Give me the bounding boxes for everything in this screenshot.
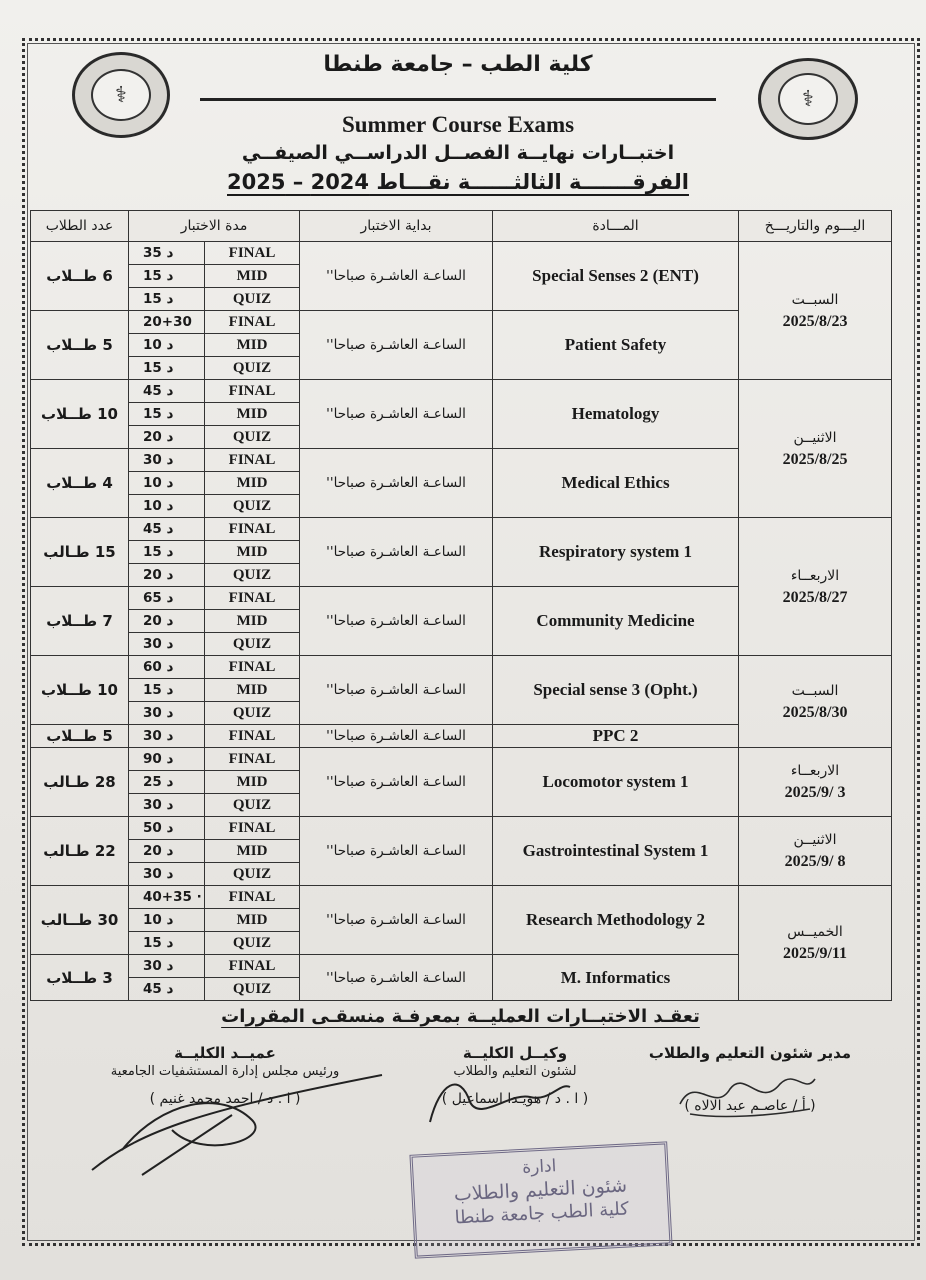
exam-type: QUIZ [205,794,300,817]
header-start: بداية الاختبار [300,211,493,242]
office-stamp: ادارة شئون التعليم والطلاب كلية الطب جامعة طنطا [409,1141,672,1258]
exam-duration: 30 د [129,725,205,748]
day-name: الاربعــاء [790,567,840,584]
students-count: 3 طــلاب [31,955,129,1001]
header-students: عدد الطلاب [31,211,129,242]
students-count: 5 طــلاب [31,725,129,748]
exam-duration: 25 د [129,771,205,794]
exam-day-date [739,242,892,380]
exam-duration: 20 د [129,564,205,587]
exam-start-time: الساعـة العاشـرة صباحا'' [300,242,493,311]
faculty-of-medicine-seal-icon: ⚕ [802,86,814,112]
vice-dean-role: وكيــل الكليــة [462,1044,568,1062]
day-name: الخميــس [787,924,843,940]
exam-start-time: الساعـة العاشـرة صباحا'' [300,380,493,449]
exam-date: 2025/9/11 [783,945,848,962]
exam-type: MID [205,334,300,357]
table-row [31,518,892,541]
table-row [31,380,892,403]
students-count: 5 طــلاب [31,311,129,380]
subject-name: Research Methodology 2 [493,886,739,955]
exam-duration: 15 د [129,357,205,380]
table-row [31,886,892,909]
subject-name: Medical Ethics [493,449,739,518]
subject-name: PPC 2 [493,725,739,748]
exam-duration: 15 د [129,932,205,955]
table-row [31,242,892,265]
document-title-en: Summer Course Exams [341,112,575,137]
manager-name: ( أ / عاصـم عبد الالاه ) [684,1098,816,1114]
exam-type: FINAL [205,725,300,748]
exam-type: QUIZ [205,426,300,449]
subject-name: Special Senses 2 (ENT) [493,242,739,311]
faculty-title: كلية الطب – جامعة طنطا [323,52,593,77]
exam-day-date [739,817,892,886]
table-header-row [31,211,892,242]
exam-start-time: الساعـة العاشـرة صباحا'' [300,817,493,886]
exam-day-date [739,748,892,817]
exam-duration: 20 د [129,840,205,863]
exam-start-time: الساعـة العاشـرة صباحا'' [300,587,493,656]
exam-day-date [739,518,892,656]
subject-name: M. Informatics [493,955,739,1001]
exam-type: QUIZ [205,288,300,311]
exam-duration: 40+35 · [129,886,205,909]
day-name: الاربعــاء [790,763,840,779]
day-name: الاثنيــن [793,832,837,848]
exam-type: FINAL [205,886,300,909]
day-name: السبــت [791,682,839,699]
dean-name: ( ا . د / احمد محمد غنيم ) [149,1091,301,1107]
students-count: 10 طــلاب [31,380,129,449]
subject-name: Community Medicine [493,587,739,656]
exam-duration: 30 د [129,955,205,978]
exam-type: FINAL [205,449,300,472]
students-count: 7 طــلاب [31,587,129,656]
subject-name: Special sense 3 (Opht.) [493,656,739,725]
exam-duration: 65 د [129,587,205,610]
exam-start-time: الساعـة العاشـرة صباحا'' [300,748,493,817]
vice-dean-signature-scribble [420,1062,580,1132]
exam-type: MID [205,679,300,702]
subject-name: Hematology [493,380,739,449]
table-row [31,817,892,840]
exam-start-time: الساعـة العاشـرة صباحا'' [300,656,493,725]
exam-date: 2025/8/30 [782,703,848,721]
dean-sub: ورئيس مجلس إدارة المستشفيات الجامعية [110,1064,340,1079]
day-name: السبــت [791,291,839,308]
exam-duration: 35 د [129,242,205,265]
exam-start-time: الساعـة العاشـرة صباحا'' [300,449,493,518]
vice-dean-name: ( ا . د / هويـدا اسماعيل ) [441,1091,589,1107]
exam-start-time: الساعـة العاشـرة صباحا'' [300,886,493,955]
exam-duration: 30 د [129,794,205,817]
exam-duration: 45 د [129,380,205,403]
exam-type: MID [205,265,300,288]
students-count: 6 طــلاب [31,242,129,311]
exam-duration: 30 د [129,863,205,886]
level-title: الفرقـــــــة الثالثــــــة نقـــاط 2024 – 2025 [227,170,689,194]
subject-name: Patient Safety [493,311,739,380]
exam-duration: 60 د [129,656,205,679]
students-count: 30 طــالب [31,886,129,955]
exam-type: FINAL [205,380,300,403]
exam-start-time: الساعـة العاشـرة صباحا'' [300,518,493,587]
exam-type: FINAL [205,587,300,610]
header-subject: المـــادة [493,211,739,242]
exam-day-date [739,656,892,748]
exam-start-time: الساعـة العاشـرة صباحا'' [300,311,493,380]
vice-dean-sub: لشئون التعليم والطلاب [453,1064,577,1079]
exam-date: 2025/8/23 [782,312,848,330]
students-count: 15 طـالب [31,518,129,587]
exam-type: FINAL [205,955,300,978]
subject-name: Gastrointestinal System 1 [493,817,739,886]
students-count: 10 طــلاب [31,656,129,725]
table-row [31,748,892,771]
exam-duration: 50 د [129,817,205,840]
manager-role: مدير شئون التعليم والطلاب [648,1044,852,1062]
exam-date: 2025/8/25 [782,450,848,468]
exam-duration: 15 د [129,403,205,426]
exam-duration: 15 د [129,679,205,702]
exam-duration: 45 د [129,518,205,541]
practical-exams-note: تعقـد الاختبــارات العمليــة بمعرفـة منسقـى المقررات [221,1006,700,1027]
document-title-ar: اختبــارات نهايــة الفصــل الدراســي الصيفــي [241,142,675,164]
exam-type: QUIZ [205,932,300,955]
exam-start-time: الساعـة العاشـرة صباحا'' [300,955,493,1001]
exam-type: FINAL [205,817,300,840]
exam-duration: 15 د [129,265,205,288]
exam-duration: 10 د [129,472,205,495]
exam-duration: 10 د [129,334,205,357]
exam-duration: 10 د [129,495,205,518]
exam-type: FINAL [205,242,300,265]
dean-signature-scribble [82,1070,392,1180]
exam-duration: 30 د [129,702,205,725]
exam-type: FINAL [205,748,300,771]
exam-type: MID [205,771,300,794]
dean-role: عميــد الكليــة [174,1044,276,1062]
exam-date: 2025/8/27 [782,588,848,606]
exam-date: 2025/9/ 3 [784,784,846,801]
exam-duration: 20 د [129,426,205,449]
exam-type: MID [205,840,300,863]
exam-type: QUIZ [205,863,300,886]
subject-name: Locomotor system 1 [493,748,739,817]
exam-type: MID [205,610,300,633]
table-row [31,656,892,679]
exam-duration: 10 د [129,909,205,932]
exam-day-date [739,886,892,1001]
exam-type: FINAL [205,518,300,541]
university-seal-icon: ⚕ [115,82,127,108]
exam-duration: 45 د [129,978,205,1001]
university-seal [72,52,170,138]
header-duration: مدة الاختبار [129,211,300,242]
exam-type: MID [205,403,300,426]
students-count: 22 طـالب [31,817,129,886]
day-name: الاثنيــن [793,429,837,446]
exam-type: QUIZ [205,633,300,656]
exam-type: QUIZ [205,357,300,380]
exam-duration: 30 د [129,449,205,472]
exam-type: MID [205,472,300,495]
exam-type: MID [205,541,300,564]
manager-signature-scribble [670,1064,820,1124]
exam-start-time: الساعـة العاشـرة صباحا'' [300,725,493,748]
exam-type: QUIZ [205,495,300,518]
exam-type: MID [205,909,300,932]
exam-duration: 30 د [129,633,205,656]
exam-type: FINAL [205,311,300,334]
exam-duration: 15 د [129,288,205,311]
exam-type: QUIZ [205,564,300,587]
faculty-seal [758,58,858,140]
exam-duration: 20+30 [129,311,205,334]
exam-schedule-table [30,210,892,1001]
exam-type: FINAL [205,656,300,679]
exam-duration: 15 د [129,541,205,564]
header-day: اليـــوم والتاريـــخ [739,211,892,242]
exam-duration: 90 د [129,748,205,771]
header-rule [200,98,716,101]
exam-duration: 20 د [129,610,205,633]
exam-type: QUIZ [205,702,300,725]
students-count: 4 طــلاب [31,449,129,518]
exam-day-date [739,380,892,518]
subject-name: Respiratory system 1 [493,518,739,587]
exam-date: 2025/9/ 8 [784,853,846,870]
exam-type: QUIZ [205,978,300,1001]
students-count: 28 طـالب [31,748,129,817]
